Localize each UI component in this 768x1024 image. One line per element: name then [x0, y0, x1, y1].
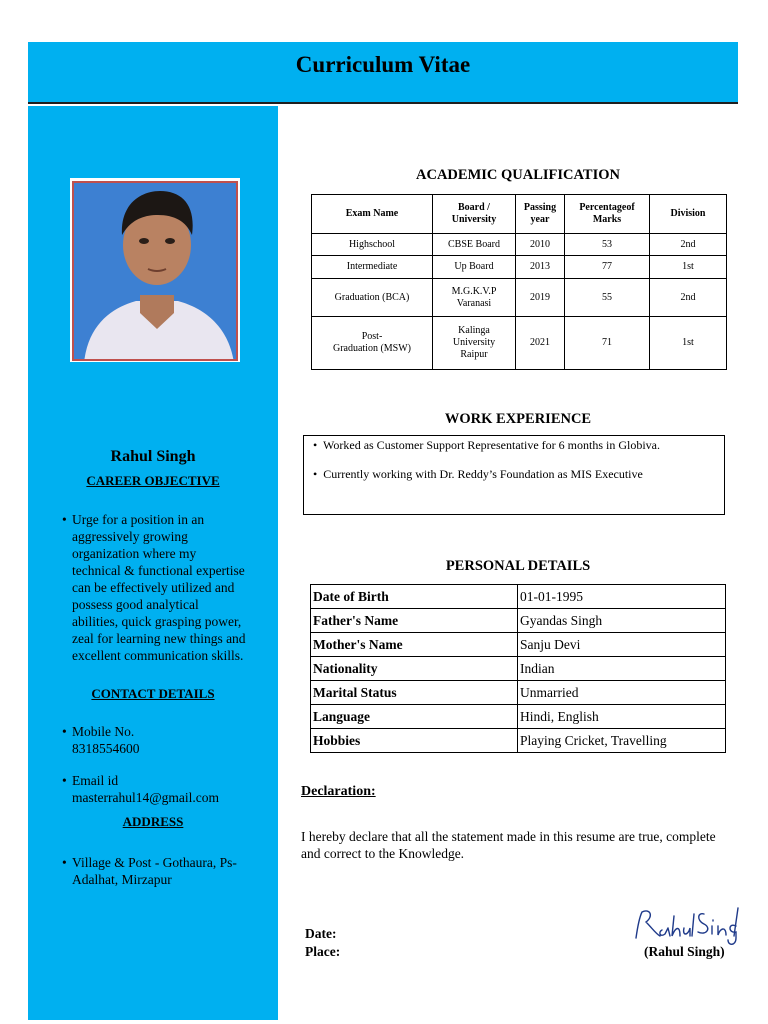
academic-table — [311, 194, 727, 370]
signature-name: (Rahul Singh) — [644, 944, 725, 959]
cell-line: Graduation (MSW) — [332, 343, 412, 354]
contact-details-heading: CONTACT DETAILS — [91, 686, 215, 701]
cv-header — [28, 42, 738, 104]
work-experience-box — [303, 435, 725, 515]
table-cell: 77 — [565, 256, 650, 279]
table-cell: 2nd — [650, 234, 727, 256]
personal-value: Indian — [518, 657, 726, 681]
header-text: Board / — [458, 202, 490, 213]
bullet-icon: • — [62, 773, 67, 788]
objective-line: organization where my — [72, 546, 197, 561]
table-row — [311, 681, 726, 705]
table-cell: 2nd — [650, 279, 727, 317]
table-cell: Graduation (BCA) — [312, 279, 433, 317]
candidate-name: Rahul Singh — [110, 448, 196, 465]
work-item-text: Currently working with Dr. Reddy’s Foundation as MIS Executive — [323, 467, 643, 481]
bullet-icon: • — [62, 724, 67, 739]
sidebar — [28, 106, 278, 1020]
table-cell — [312, 317, 433, 370]
career-objective-text — [62, 511, 282, 664]
table-cell: CBSE Board — [433, 234, 516, 256]
work-item — [313, 438, 660, 453]
table-row — [311, 585, 726, 609]
work-experience-heading: WORK EXPERIENCE — [444, 411, 592, 427]
personal-value: Hindi, English — [518, 705, 726, 729]
table-row — [311, 609, 726, 633]
header-passing-year — [516, 195, 565, 234]
bullet-icon: • — [62, 512, 67, 527]
cell-line: Post- — [361, 331, 383, 342]
mobile-value: 8318554600 — [72, 741, 140, 756]
personal-label: Hobbies — [311, 729, 518, 753]
personal-label: Nationality — [311, 657, 518, 681]
portrait-illustration — [74, 183, 238, 361]
personal-value: Playing Cricket, Travelling — [518, 729, 726, 753]
bullet-icon: • — [313, 438, 318, 452]
personal-label: Date of Birth — [311, 585, 518, 609]
date-label: Date: — [305, 926, 337, 941]
personal-value: 01-01-1995 — [518, 585, 726, 609]
profile-photo — [72, 181, 238, 361]
personal-value: Sanju Devi — [518, 633, 726, 657]
table-cell — [433, 317, 516, 370]
main-content — [278, 106, 738, 1020]
table-row — [312, 279, 727, 317]
table-cell: 2021 — [516, 317, 565, 370]
email-value: masterrahul14@gmail.com — [72, 790, 220, 805]
table-row — [312, 317, 727, 370]
header-text: Division — [670, 208, 706, 219]
cell-line: Varanasi — [456, 297, 492, 309]
header-text: Exam Name — [345, 208, 399, 219]
cell-line: Kalinga — [458, 325, 490, 336]
objective-line: technical & functional expertise — [72, 563, 245, 578]
cell-line: M.G.K.V.P — [451, 285, 497, 297]
personal-label: Language — [311, 705, 518, 729]
personal-details-heading: PERSONAL DETAILS — [445, 558, 591, 574]
academic-header-row — [312, 195, 727, 234]
academic-heading: ACADEMIC QUALIFICATION — [416, 167, 620, 183]
header-division — [650, 195, 727, 234]
address-heading: ADDRESS — [122, 814, 184, 829]
objective-line: zeal for learning new things and — [72, 631, 246, 646]
table-cell: 2010 — [516, 234, 565, 256]
objective-line: excellent communication skills. — [72, 648, 244, 663]
personal-value: Unmarried — [518, 681, 726, 705]
header-text: Passing — [523, 202, 557, 213]
header-text: year — [530, 214, 550, 225]
header-board — [433, 195, 516, 234]
cv-title: Curriculum Vitae — [295, 52, 471, 77]
profile-photo-frame — [70, 178, 240, 362]
table-cell: 71 — [565, 317, 650, 370]
header-text: Percentageof — [579, 202, 635, 213]
email-label: Email id — [72, 773, 119, 788]
objective-line: Urge for a position in an — [72, 512, 205, 527]
mobile-label: Mobile No. — [72, 724, 135, 739]
address-line: Adalhat, Mirzapur — [72, 872, 172, 887]
personal-value: Gyandas Singh — [518, 609, 726, 633]
table-cell: 2019 — [516, 279, 565, 317]
objective-line: possess good analytical — [72, 597, 199, 612]
personal-label: Father's Name — [311, 609, 518, 633]
cell-line: Raipur — [460, 349, 488, 360]
declaration-heading: Declaration: — [301, 784, 376, 799]
address-line: Village & Post - Gothaura, Ps- — [72, 855, 237, 870]
personal-label: Marital Status — [311, 681, 518, 705]
objective-line: aggressively growing — [72, 529, 188, 544]
table-row — [312, 234, 727, 256]
header-exam-name — [312, 195, 433, 234]
email-entry — [62, 772, 220, 806]
work-item — [313, 467, 643, 482]
table-row — [311, 657, 726, 681]
place-label: Place: — [305, 944, 341, 959]
header-text: Marks — [592, 214, 622, 225]
table-cell: Highschool — [312, 234, 433, 256]
work-item-text: Worked as Customer Support Representative for 6 months in Globiva. — [323, 438, 660, 452]
bullet-icon: • — [62, 855, 67, 870]
personal-details-table — [310, 584, 726, 753]
table-cell: Up Board — [433, 256, 516, 279]
table-cell: 53 — [565, 234, 650, 256]
objective-line: abilities, quick grasping power, — [72, 614, 242, 629]
table-row — [312, 256, 727, 279]
handwritten-signature — [632, 902, 742, 948]
table-cell: 55 — [565, 279, 650, 317]
header-text: University — [451, 214, 497, 225]
declaration-text: I hereby declare that all the statement made in this resume are true, complete and correct to the Knowledge. — [301, 829, 716, 861]
table-row — [311, 705, 726, 729]
table-cell: 2013 — [516, 256, 565, 279]
bullet-icon: • — [313, 467, 318, 481]
personal-label: Mother's Name — [311, 633, 518, 657]
cell-line: University — [452, 337, 496, 348]
table-cell: 1st — [650, 256, 727, 279]
table-cell — [433, 279, 516, 317]
career-objective-heading: CAREER OBJECTIVE — [86, 473, 220, 488]
table-cell: 1st — [650, 317, 727, 370]
table-cell: Intermediate — [312, 256, 433, 279]
table-row — [311, 633, 726, 657]
mobile-entry — [62, 723, 140, 757]
objective-line: can be effectively utilized and — [72, 580, 235, 595]
address-entry — [62, 854, 282, 888]
table-row — [311, 729, 726, 753]
header-percentage — [565, 195, 650, 234]
